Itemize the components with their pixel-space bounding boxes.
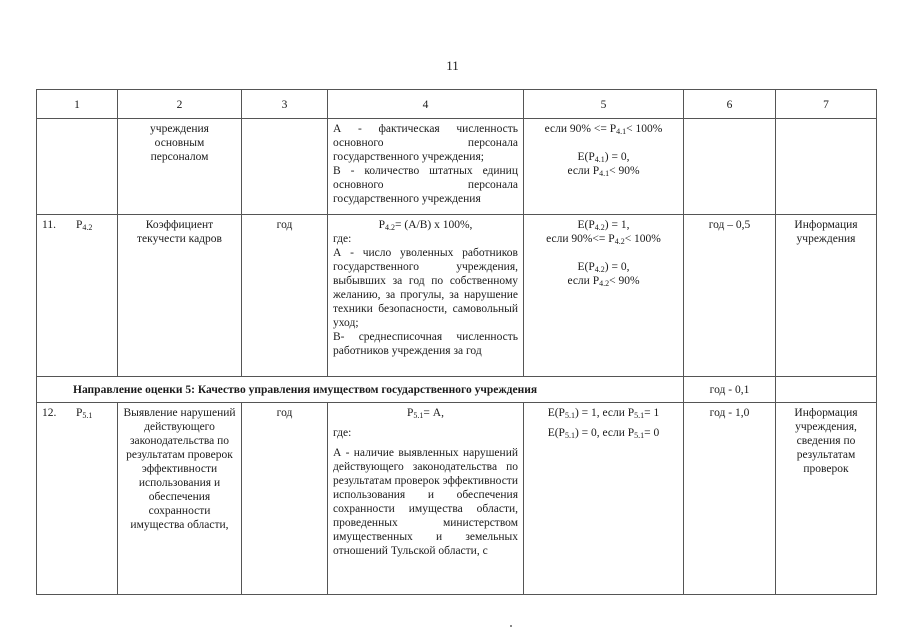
row-number: 11. — [42, 219, 56, 231]
cell-empty — [684, 119, 776, 215]
table-header-row — [37, 90, 877, 119]
indicator-code: $P_{5.1}$ — [76, 407, 93, 420]
page-number: 11 — [446, 58, 459, 73]
table-row-11 — [37, 215, 877, 377]
indicator-name: Выявление нарушений действующего законодательства по результатам проверок эффективности использования и обеспечения сохранности имущества области, — [118, 403, 242, 595]
cell-empty — [776, 119, 877, 215]
col-header-2: 2 — [118, 90, 242, 119]
weight-cell: год – 0,5 — [684, 215, 776, 377]
row-number: 12. — [42, 407, 57, 419]
section-title: Направление оценки 5: Качество управления имуществом государственного учреждения — [37, 377, 684, 403]
section-weight: год - 0,1 — [684, 377, 776, 403]
formula-cell: $P_{4.2}= (А/В)$ х 100%, где: А - число уволенных работников государственного учреждения, выбывших за год по собственному желанию, за прогулы, за нарушение техники безопасности, самовольный уход; В- среднесписочная численность работников учреждения за год — [328, 215, 524, 377]
weight-cell: год - 1,0 — [684, 403, 776, 595]
col-header-1: 1 — [37, 90, 118, 119]
formula: $P_{5.1}= А$, — [407, 407, 444, 420]
formula: $P_{4.2}= (А/В)$ х 100%, — [378, 219, 473, 232]
table-row-continuation — [37, 119, 877, 215]
table-row-12 — [37, 403, 877, 595]
col-header-3: 3 — [242, 90, 328, 119]
formula-desc-cont: А - фактическая численность основного персонала государственного учреждения; В - количество штатных единиц основного персонала государственного учреждения — [328, 119, 524, 215]
row-number-cell — [37, 215, 118, 377]
evaluation-cell: $E(P_{5.1}) = 1$, если $P_{5.1}= 1$ $E(P_{5.1}) = 0$, если $P_{5.1}= 0$ — [524, 403, 684, 595]
cell-empty — [37, 119, 118, 215]
col-header-6: 6 — [684, 90, 776, 119]
indicator-name-cont: учреждения основным персоналом — [118, 119, 242, 215]
period-unit: год — [242, 215, 328, 377]
col-header-5: 5 — [524, 90, 684, 119]
evaluation-cell: $E(P_{4.2}) = 1$, если $90\%<= P_{4.2}< 100\%$ $E(P_{4.2}) = 0$, если $P_{4.2}< 90\%$ — [524, 215, 684, 377]
row-number-cell — [37, 403, 118, 595]
scan-speck — [510, 625, 512, 627]
col-header-7: 7 — [776, 90, 877, 119]
formula-cell: $P_{5.1}= А$, где: А - наличие выявленных нарушений действующего законодательства по результатам проверок эффективности использования и обеспечения сохранности имущества области, проведенных министерством имущественных и земельных отношений Тульской области, с — [328, 403, 524, 595]
col-header-4: 4 — [328, 90, 524, 119]
section-row — [37, 377, 877, 403]
source-cell: Информация учреждения, сведения по результатам проверок — [776, 403, 877, 595]
criteria-table — [36, 89, 877, 595]
indicator-code: $P_{4.2}$ — [76, 219, 93, 232]
source-cell: Информация учреждения — [776, 215, 877, 377]
period-unit: год — [242, 403, 328, 595]
cell-empty — [776, 377, 877, 403]
cell-empty — [242, 119, 328, 215]
indicator-name: Коэффициент текучести кадров — [118, 215, 242, 377]
evaluation-cont: если $90\% <= P_{4.1}< 100\%$ $E(P_{4.1}) = 0$, если $P_{4.1}< 90\%$ — [524, 119, 684, 215]
